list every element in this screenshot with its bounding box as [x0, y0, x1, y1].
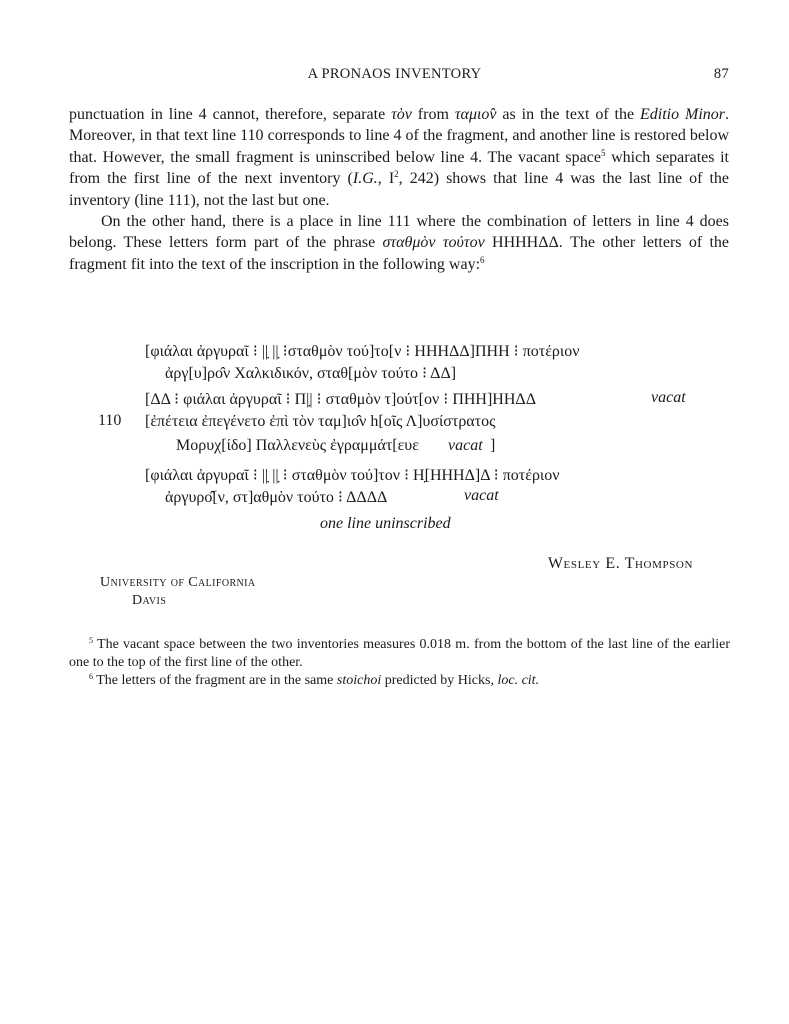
paragraph-1-text-b: from — [411, 106, 455, 123]
footnote-mark: 6 — [89, 672, 93, 681]
paragraph-1-text-e: which separates it from the first line of the next inventory ( — [69, 148, 730, 188]
paragraph-1-text-c: as in the text of the — [496, 106, 641, 123]
loc-cit: loc. cit. — [497, 673, 540, 688]
paragraph-1-text-f: , I — [377, 170, 395, 188]
footnote-ref-6[interactable]: 6 — [480, 254, 485, 265]
footnote-6 — [69, 672, 730, 690]
inscription-line: [ἐπέτεια ἐπεγένετο ἐπὶ τὸν ταμ]ιο̂ν h[οῖς Λ]υσίστρατος — [145, 413, 496, 430]
university-name: University of California — [100, 575, 256, 590]
vacat-label: vacat — [651, 389, 686, 406]
city-name: Davis — [132, 593, 167, 608]
inscription-line: [ΔΔ ⁝ φιάλαι ἀργυραῖ ⁝ Π|̣| ⁝ σταθμὸν τ]ούτ[ον ⁝ ΠΗΗ]ΗΗΔΔ — [145, 391, 536, 408]
paragraph-2 — [69, 211, 729, 275]
stoichoi-term: stoichoi — [336, 673, 382, 688]
footnote-text: The vacant space between the two inventories measures 0.018 m. from the bottom of the last line of the earlier one to the top of the first line of the other. — [69, 637, 731, 670]
greek-stathmon: σταθμὸν τούτον — [382, 234, 485, 252]
page-number: 87 — [713, 66, 729, 82]
line-number: 110 — [98, 412, 122, 429]
inscription-line: [φιάλαι ἀργυραῖ ⁝ ||̣ ||̣ ⁝σταθμὸν τού]το[ν ⁝ ΗΗΗΔΔ]ΠΗΗ ⁝ ποτέριον — [145, 343, 580, 360]
author-affiliation — [100, 574, 256, 610]
paragraph-1-text-g: , 242) shows that line 4 was the last line of the inventory (line 111), not the last but one. — [69, 170, 730, 209]
vacat-label: vacat — [464, 487, 499, 504]
footnote-text: The letters of the fragment are in the same — [96, 673, 337, 688]
author-signature: Wesley E. Thompson — [547, 555, 693, 572]
greek-ton: τὸν — [391, 106, 412, 123]
footnote-ref-5[interactable]: 5 — [600, 147, 606, 158]
editio-minor: Editio Minor — [640, 106, 726, 123]
inscription-line: Μορυχ[ίδο] Παλλενεὺς ἐγραμμάτ[ευε — [176, 437, 419, 454]
running-title: A PRONAOS INVENTORY — [307, 66, 482, 82]
footnote-5 — [69, 636, 730, 672]
paragraph-1 — [69, 104, 729, 211]
page-header — [0, 66, 789, 86]
footnote-text: predicted by Hicks, — [381, 673, 498, 688]
ig-citation: I.G. — [352, 170, 378, 188]
uninscribed-note: one line uninscribed — [320, 515, 451, 532]
inscription-line: [φιάλαι ἀργυραῖ ⁝ ||̣ ||̣ ⁝ σταθμὸν τού]τον ⁝ Η̣[ΗΗΗΔ]Δ ⁝ ποτέριον — [145, 467, 560, 484]
vacat-label: vacat — [448, 437, 483, 454]
paragraph-2-text-a: On the other hand, there is a place in line 111 where the combination of letters in line 4 does belong. These letters form part of the phrase — [69, 213, 729, 252]
closing-bracket: ] — [490, 437, 496, 454]
greek-tamion: ταμιο̂ν — [454, 106, 497, 123]
paragraph-1-text-d: . Moreover, in that text line 110 corresponds to line 4 of the fragment, and another line is restored below that. However, the small fragment is uninscribed below line 4. The vacant space — [69, 106, 730, 166]
inscription-line: ἀργ[υ]ρο̂ν Χαλκιδικόν, σταθ[μὸν τούτο ⁝ ΔΔ] — [165, 365, 457, 382]
footnote-mark: 5 — [89, 636, 93, 645]
paragraph-1-text-a: punctuation in line 4 cannot, therefore, separate — [69, 106, 392, 123]
inscription-line: ἀργυρο̂[ν, στ]αθμὸν τούτο ⁝ ΔΔΔΔ — [165, 489, 388, 506]
paragraph-2-text-b: ΗΗΗΗΔΔ. The other letters of the fragment fit into the text of the inscription in the following way: — [69, 234, 729, 273]
ig-edition-superscript: 2 — [394, 169, 399, 180]
footnotes — [69, 636, 730, 690]
body-text — [69, 104, 729, 275]
